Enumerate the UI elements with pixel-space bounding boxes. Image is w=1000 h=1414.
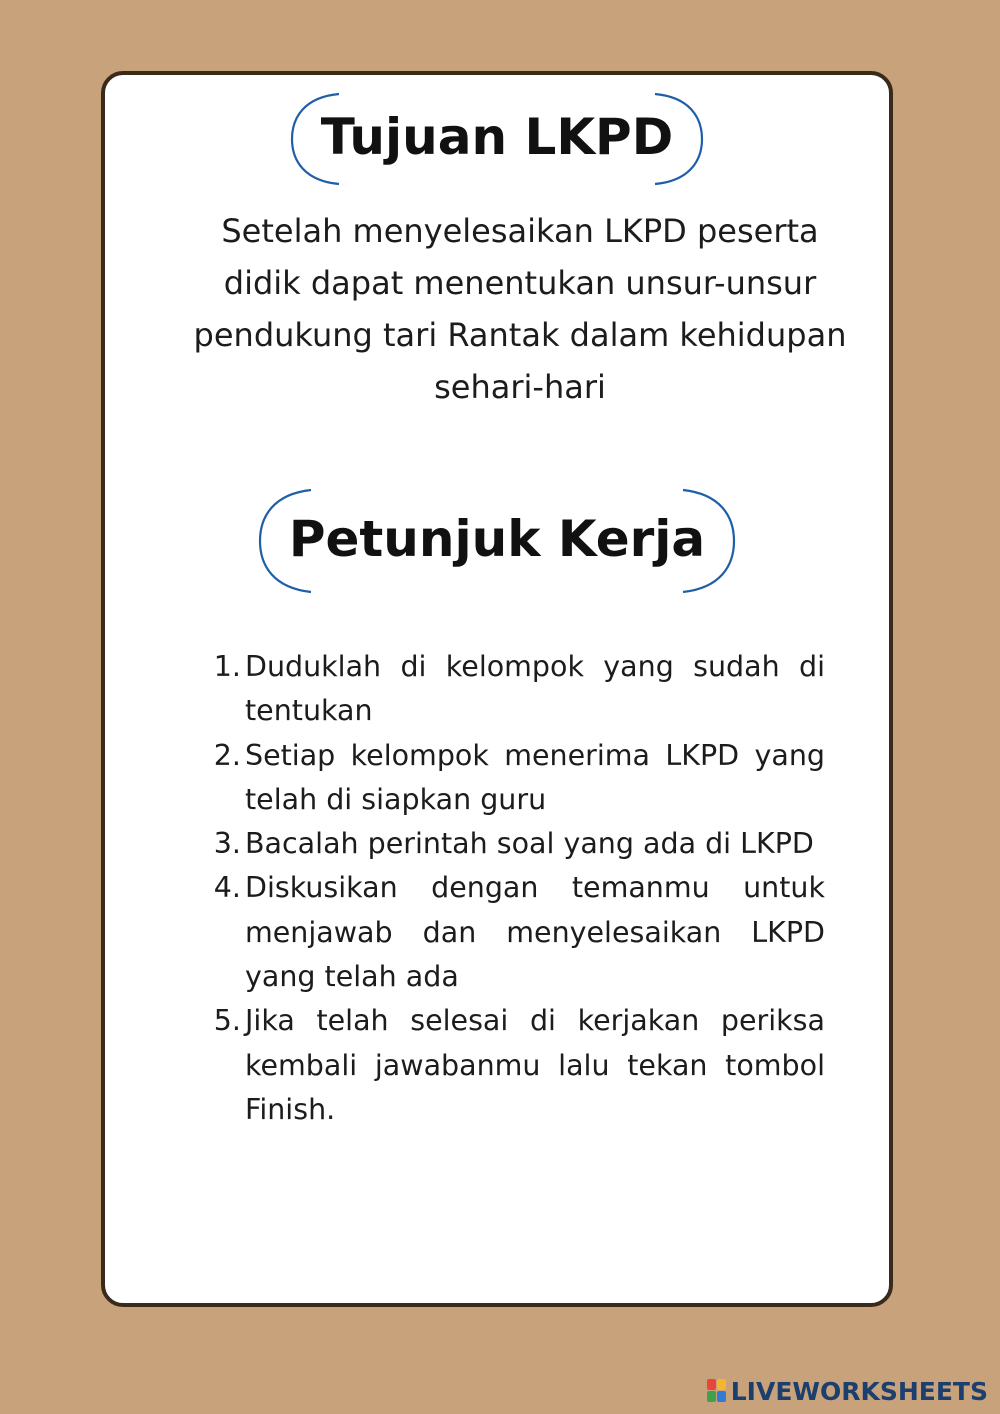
list-item-text: Bacalah perintah soal yang ada di LKPD [245, 827, 814, 861]
list-item-text: Jika telah selesai di kerjakan periksa kembali jawabanmu lalu tekan tombol Finish. [245, 1004, 825, 1126]
objective-title-text: Tujuan LKPD [320, 108, 674, 166]
left-bracket-icon [289, 91, 343, 187]
objective-title-block [105, 91, 889, 183]
list-item [209, 999, 825, 1132]
list-item-text: Setiap kelompok menerima LKPD yang telah di siapkan guru [245, 738, 825, 816]
watermark-text: LIVEWORKSHEETS [730, 1376, 988, 1406]
right-bracket-icon [651, 91, 705, 187]
objective-text: Setelah menyelesaikan LKPD peserta didik dapat menentukan unsur-unsur pendukung tari Rantak dalam kehidupan sehari-hari [193, 212, 847, 406]
list-item [209, 866, 825, 999]
content-card [101, 71, 893, 1307]
right-bracket-icon [679, 487, 737, 595]
instructions-title-text: Petunjuk Kerja [288, 510, 706, 568]
instructions-list [209, 645, 825, 1132]
list-item-number: 4. [213, 871, 241, 905]
list-item-number: 5. [213, 1004, 241, 1038]
liveworksheets-logo-icon [707, 1378, 729, 1404]
list-item-number: 1. [213, 650, 241, 683]
list-item [209, 822, 825, 866]
list-item [209, 734, 825, 823]
list-item-number: 3. [213, 827, 241, 861]
instructions-title [259, 487, 735, 591]
list-item-text: Duduklah di kelompok yang sudah di tentukan [245, 650, 825, 728]
list-item-text: Diskusikan dengan temanmu untuk menjawab dan menyelesaikan LKPD yang telah ada [245, 871, 825, 994]
objective-title [291, 91, 703, 183]
liveworksheets-watermark[interactable] [707, 1376, 988, 1406]
list-item-number: 2. [213, 738, 241, 772]
instructions-title-block [105, 487, 889, 591]
left-bracket-icon [257, 487, 315, 595]
list-item [209, 645, 825, 734]
